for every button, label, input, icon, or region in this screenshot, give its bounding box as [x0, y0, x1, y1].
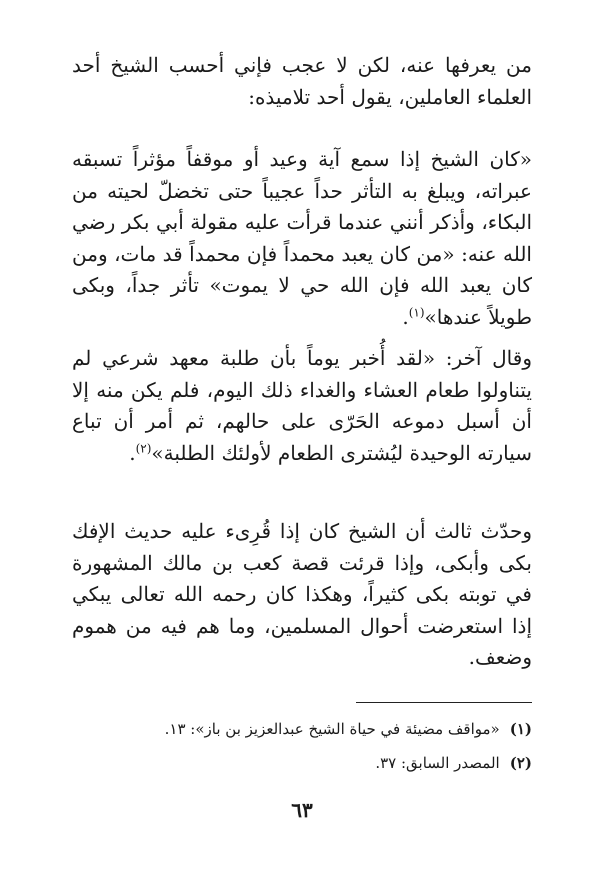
paragraph-text: «كان الشيخ إذا سمع آية وعيد أو موقفاً مؤثراً تسبقه عبراته، ويبلغ به التأثر حداً عجيباً حتى تخضلّ لحيته من البكاء، وأذكر أنني عندما قرأت عليه مقولة أبي بكر رضي الله عنه: «من كان يعبد محمداً فإن محمداً قد مات، ومن كان يعبد الله فإن الله حي لا يموت» تأثر جداً، وبكى طويلاً عندها»	[72, 147, 532, 329]
footnote-number: (١)	[509, 720, 532, 738]
footnote-reference-1: (١)	[408, 304, 425, 319]
paragraph-student-quote-1	[72, 144, 532, 333]
footnote-reference-2: (٢)	[135, 440, 152, 455]
paragraph-end: .	[402, 304, 409, 329]
footnote-2	[72, 750, 532, 777]
paragraph-intro	[72, 50, 532, 113]
footnote-text: «مواقف مضيئة في حياة الشيخ عبدالعزيز بن باز»: ١٣.	[164, 720, 500, 738]
footnote-number: (٢)	[509, 754, 532, 772]
paragraph-student-quote-2	[72, 343, 532, 469]
footnote-text: المصدر السابق: ٣٧.	[375, 754, 500, 772]
paragraph-text: وحدّث ثالث أن الشيخ كان إذا قُرِىء عليه حديث الإفك بكى وأبكى، وإذا قرئت قصة كعب بن مالك المشهورة في توبته بكى كثيراً، وهكذا كان رحمه الله تعالى يبكي إذا استعرضت أحوال المسلمين، وما هم فيه من هموم وضعف.	[72, 519, 532, 669]
paragraph-text: وقال آخر: «لقد أُخبر يوماً بأن طلبة معهد شرعي لم يتناولوا طعام العشاء والغداء ذلك اليوم، فلم يكن منه إلا أن أسبل دموعه الحَرّى على حالهم، ثم أمر أن تباع سيارته الوحيدة ليُشترى الطعام لأولئك الطلبة»	[72, 346, 532, 465]
paragraph-text: من يعرفها عنه، لكن لا عجب فإني أحسب الشيخ أحد العلماء العاملين، يقول أحد تلاميذه:	[72, 53, 532, 109]
footnote-1	[72, 716, 532, 743]
paragraph-student-quote-3	[72, 516, 532, 674]
paragraph-end: .	[129, 440, 136, 465]
page-number: ٦٣	[291, 798, 313, 822]
footnote-divider	[356, 702, 532, 703]
footnotes	[72, 716, 532, 777]
